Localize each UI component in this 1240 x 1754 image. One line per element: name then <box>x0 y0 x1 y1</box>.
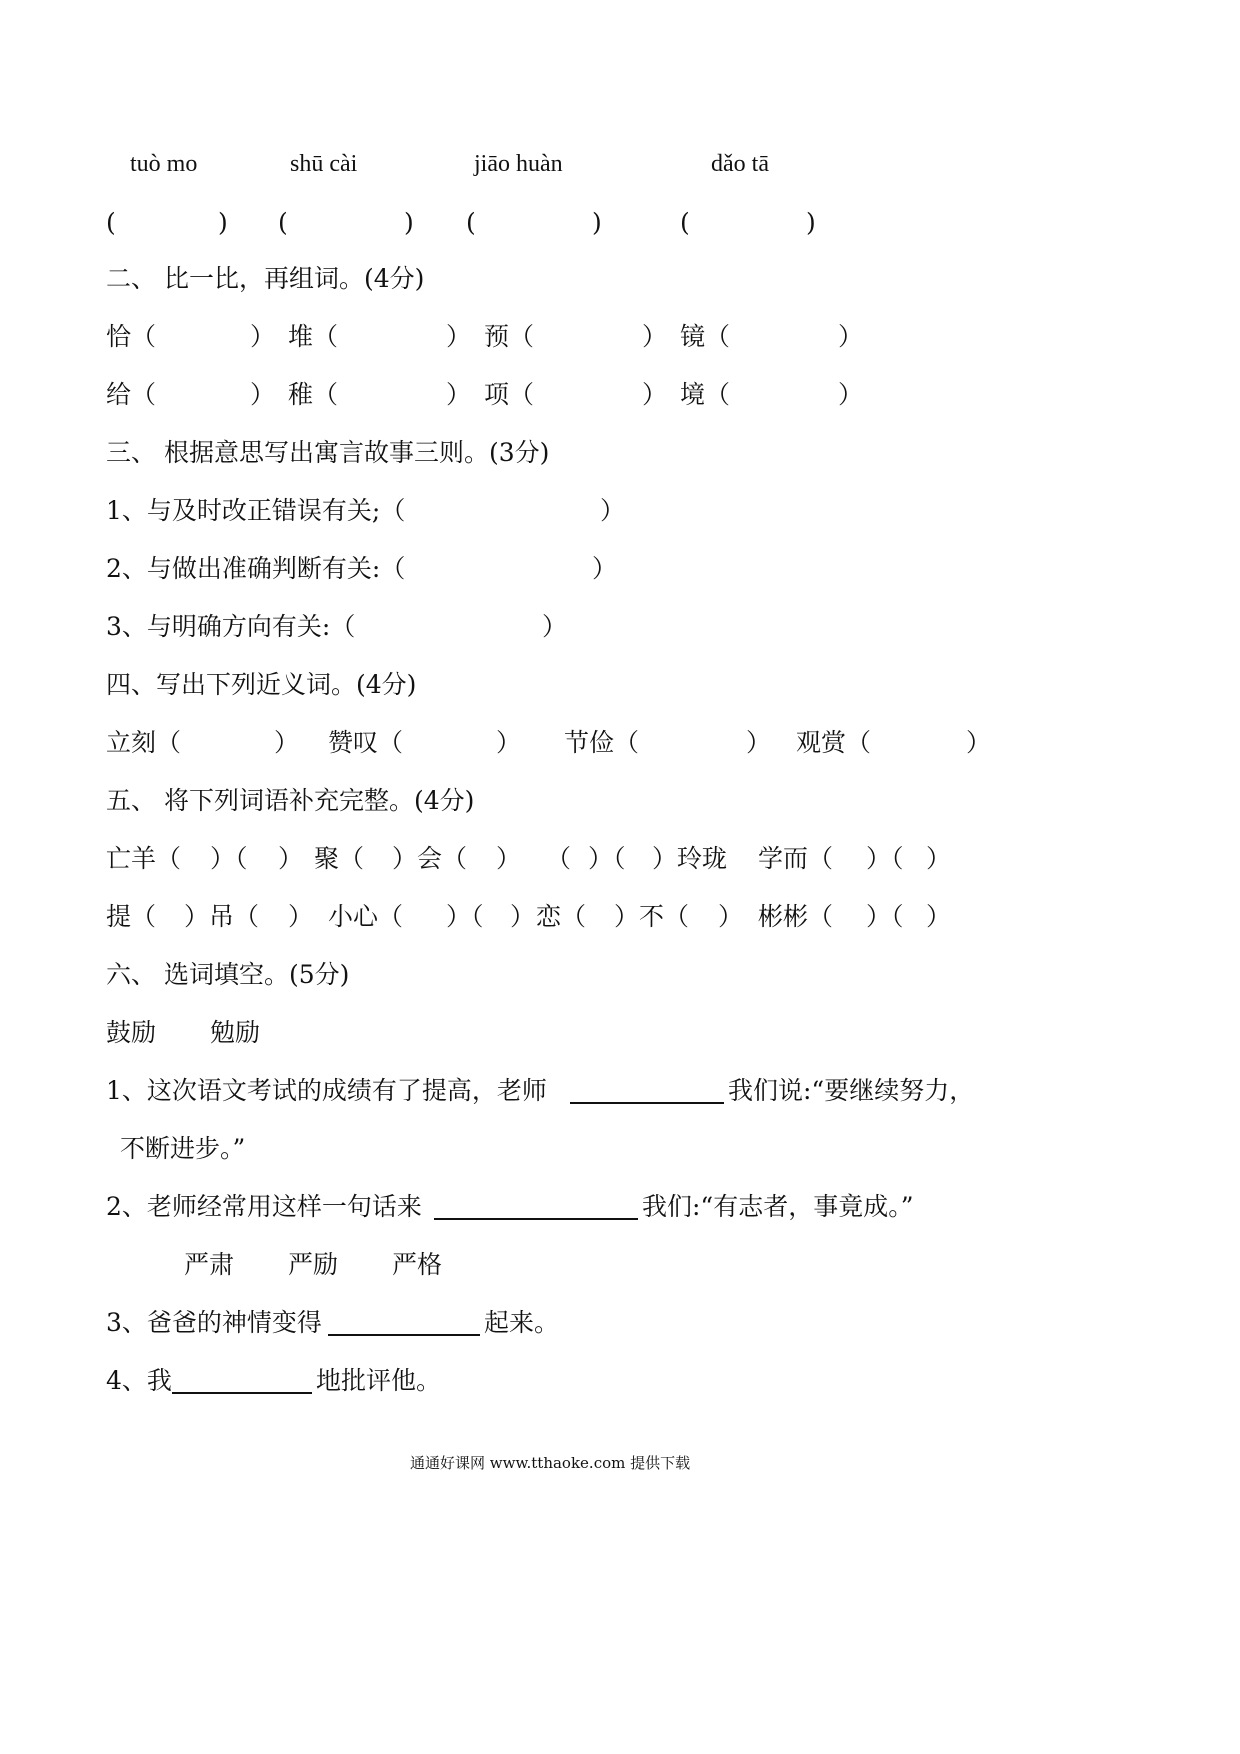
pinyin-blank-open: ( <box>278 208 288 237</box>
q6-option: 鼓励 <box>106 1018 157 1047</box>
q2-close: ） <box>446 322 472 351</box>
q6-sentence-3b: 起来。 <box>484 1308 560 1337</box>
q5-idiom-part: ） <box>496 844 522 873</box>
q4-close: ） <box>274 728 300 757</box>
q4-close: ） <box>496 728 522 757</box>
q2-close: ） <box>838 322 864 351</box>
q5-idiom-part: 亡羊（ <box>106 844 182 873</box>
q2-word: 预（ <box>484 322 535 351</box>
pinyin-blank-open: ( <box>106 208 116 237</box>
q2-heading: 二、 比一比，再组词。(4分) <box>106 264 425 293</box>
q6-sentence-2a: 2、老师经常用这样一句话来 <box>106 1192 422 1221</box>
q5-idiom-part: ）（ <box>866 844 904 873</box>
pinyin-blank-close: ) <box>592 208 602 237</box>
q5-idiom-part: ） <box>926 902 952 931</box>
q6-sentence-1a: 1、这次语文考试的成绩有了提高，老师 <box>106 1076 547 1105</box>
q2-close: ） <box>642 322 668 351</box>
q6-option: 严格 <box>392 1250 443 1279</box>
q5-idiom-part: 聚（ <box>314 844 365 873</box>
q5-idiom-part: ） <box>278 844 304 873</box>
pinyin-1: tuò mo <box>130 151 198 177</box>
q5-idiom-part: （ <box>546 844 572 873</box>
q5-idiom-part: 彬彬（ <box>758 902 834 931</box>
q6-sentence-2b: 我们:“有志者，事竟成。” <box>642 1192 914 1221</box>
pinyin-4: dǎo tā <box>711 151 769 177</box>
q6-sentence-3a: 3、爸爸的神情变得 <box>106 1308 322 1337</box>
q6-sentence-1b: 我们说:“要继续努力， <box>728 1076 975 1105</box>
footer-credit: 通通好课网 www.tthaoke.com 提供下载 <box>410 1454 691 1472</box>
pinyin-blank-close: ) <box>218 208 228 237</box>
q5-idiom-part: ） <box>288 902 314 931</box>
q3-item-1: 1、与及时改正错误有关;（ <box>106 496 406 525</box>
q2-close: ） <box>250 322 276 351</box>
pinyin-2: shū cài <box>290 151 358 177</box>
q4-word: 观赏（ <box>796 728 872 757</box>
q3-item-2: 2、与做出准确判断有关:（ <box>106 554 406 583</box>
q5-idiom-part: ） <box>510 902 536 931</box>
q6-option: 严肃 <box>184 1250 235 1279</box>
q4-heading: 四、写出下列近义词。(4分) <box>106 670 417 699</box>
q2-close: ） <box>250 380 276 409</box>
q5-idiom-part: ） <box>926 844 952 873</box>
q5-idiom-part: ）会（ <box>392 844 468 873</box>
q6-option: 勉励 <box>210 1018 261 1047</box>
q5-idiom-part: ）吊（ <box>184 902 260 931</box>
q5-idiom-part: 学而（ <box>758 844 834 873</box>
q5-idiom-part: ）（ <box>210 844 248 873</box>
q4-word: 节俭（ <box>564 728 640 757</box>
q4-close: ） <box>966 728 992 757</box>
q3-item-3-close: ） <box>542 612 568 641</box>
q2-word: 给（ <box>106 380 157 409</box>
q2-word: 恰（ <box>106 322 157 351</box>
pinyin-blank-open: ( <box>680 208 690 237</box>
q6-blank-3 <box>328 1334 480 1336</box>
pinyin-blank-close: ) <box>806 208 816 237</box>
q5-idiom-part: ）（ <box>866 902 904 931</box>
pinyin-blank-open: ( <box>466 208 476 237</box>
q6-blank-1 <box>570 1102 724 1104</box>
q6-sentence-1c: 不断进步。” <box>120 1134 246 1163</box>
q5-idiom-part: 小心（ <box>328 902 404 931</box>
q6-blank-2 <box>434 1218 638 1220</box>
q6-sentence-4a: 4、我 <box>106 1366 172 1395</box>
q4-word: 赞叹（ <box>328 728 404 757</box>
pinyin-blank-close: ) <box>404 208 414 237</box>
q5-idiom-part: ）（ <box>588 844 626 873</box>
q3-item-3: 3、与明确方向有关:（ <box>106 612 356 641</box>
q5-idiom-part: ）不（ <box>614 902 690 931</box>
q3-heading: 三、 根据意思写出寓言故事三则。(3分) <box>106 438 550 467</box>
q2-word: 稚（ <box>288 380 339 409</box>
q4-close: ） <box>746 728 772 757</box>
q5-idiom-part: ）玲珑 <box>652 844 728 873</box>
q2-word: 项（ <box>484 380 535 409</box>
q5-idiom-part: 恋（ <box>536 902 587 931</box>
q6-heading: 六、 选词填空。(5分) <box>106 960 350 989</box>
pinyin-3: jiāo huàn <box>474 151 563 177</box>
q5-heading: 五、 将下列词语补充完整。(4分) <box>106 786 475 815</box>
q3-item-1-close: ） <box>600 496 626 525</box>
q6-blank-4 <box>172 1392 312 1394</box>
q2-close: ） <box>642 380 668 409</box>
q2-word: 堆（ <box>288 322 339 351</box>
q3-item-2-close: ） <box>592 554 618 583</box>
q5-idiom-part: ） <box>718 902 744 931</box>
q2-word: 境（ <box>680 380 731 409</box>
q2-close: ） <box>446 380 472 409</box>
q2-close: ） <box>838 380 864 409</box>
q2-word: 镜（ <box>680 322 731 351</box>
q6-sentence-4b: 地批评他。 <box>316 1366 442 1395</box>
q5-idiom-part: ）（ <box>446 902 484 931</box>
q5-idiom-part: 提（ <box>106 902 157 931</box>
q6-option: 严励 <box>288 1250 339 1279</box>
q4-word: 立刻（ <box>106 728 182 757</box>
